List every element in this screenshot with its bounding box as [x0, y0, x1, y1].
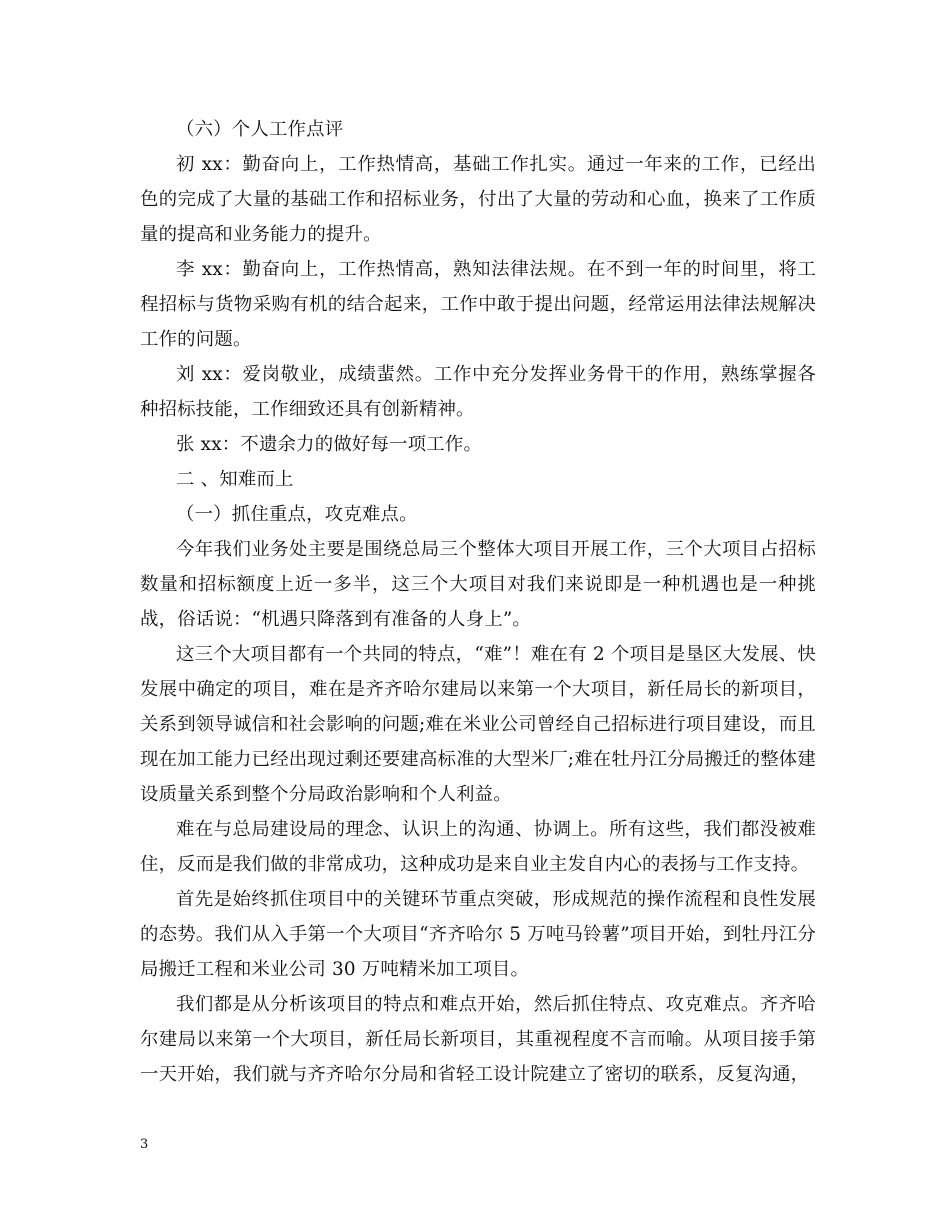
paragraph-coordination: 难在与总局建设局的理念、认识上的沟通、协调上。所有这些，我们都没被难住，反而是我们做的非常成功，这种成功是来自业主发自内心的表扬与工作支持。 — [140, 819, 816, 875]
section-heading-personal-review: （六）个人工作点评 — [176, 119, 344, 140]
paragraph-review-li: 李 xx：勤奋向上，工作热情高，熟知法律法规。在不到一年的时间里，将工程招标与货物采购有机的结合起来，工作中敢于提出问题，经常运用法律法规解决工作的问题。 — [140, 259, 816, 350]
paragraph-common-difficulty: 这三个大项目都有一个共同的特点，“难”！难在有 2 个项目是垦区大发展、快发展中确定的项目，难在是齐齐哈尔建局以来第一个大项目，新任局长的新项目，关系到领导诚信和社会影响的问题;难在米业公司曾经自己招标进行项目建设，而且现在加工能力已经出现过剩还要建高标准的大型米厂;难在牡丹江分局搬迁的整体建设质量关系到整个分局政治影响和个人利益。 — [140, 644, 816, 805]
paragraph-key-breakthroughs: 首先是始终抓住项目中的关键环节重点突破，形成规范的操作流程和良性发展的态势。我们从入手第一个大项目“齐齐哈尔 5 万吨马铃薯”项目开始，到牡丹江分局搬迁工程和米业公司 30 万吨精米加工项目。 — [140, 889, 816, 980]
paragraph-review-chu: 初 xx：勤奋向上，工作热情高，基础工作扎实。通过一年来的工作，已经出色的完成了大量的基础工作和招标业务，付出了大量的劳动和心血，换来了工作质量的提高和业务能力的提升。 — [140, 154, 816, 245]
paragraph-review-zhang: 张 xx：不遗余力的做好每一项工作。 — [176, 434, 483, 455]
subsection-heading-key-points: （一）抓住重点，攻克难点。 — [176, 504, 418, 525]
paragraph-review-liu: 刘 xx：爱岗敬业，成绩蜚然。工作中充分发挥业务骨干的作用，熟练掌握各种招标技能，工作细致还具有创新精神。 — [140, 364, 816, 420]
page-number: 3 — [140, 1137, 149, 1152]
paragraph-three-projects: 今年我们业务处主要是围绕总局三个整体大项目开展工作，三个大项目占招标数量和招标额度上近一多半，这三个大项目对我们来说即是一种机遇也是一种挑战，俗话说：“机遇只降落到有准备的人身上”。 — [140, 539, 816, 630]
paragraph-analysis-approach: 我们都是从分析该项目的特点和难点开始，然后抓住特点、攻克难点。齐齐哈尔建局以来第一个大项目，新任局长新项目，其重视程度不言而喻。从项目接手第一天开始，我们就与齐齐哈尔分局和省轻工设计院建立了密切的联系，反复沟通， — [140, 994, 816, 1085]
document-body — [140, 112, 816, 1092]
section-heading-overcome-difficulties: 二 、知难而上 — [176, 469, 294, 490]
